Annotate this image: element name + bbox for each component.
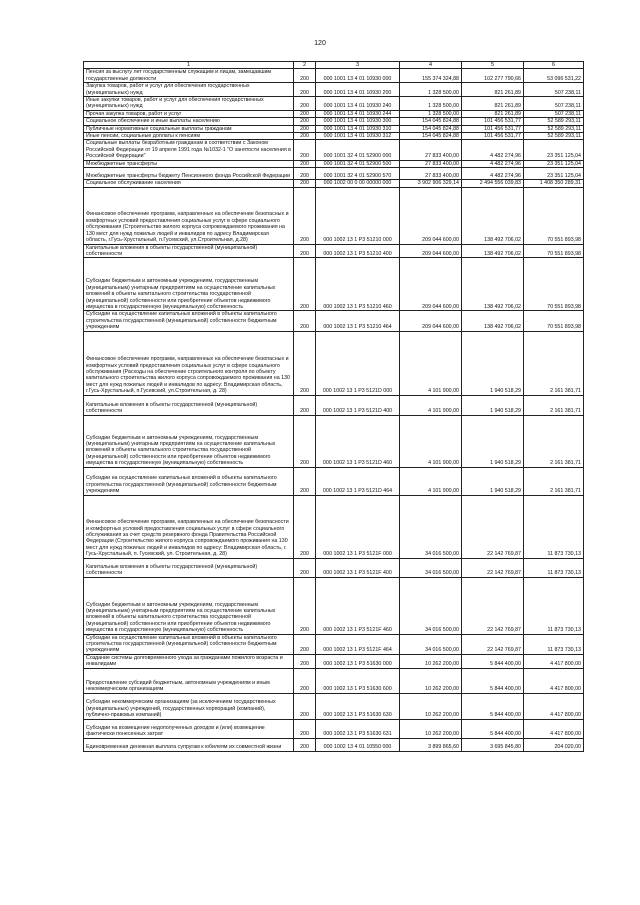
executed-amount-cell: 101 456 531,77 — [462, 118, 524, 125]
approved-amount-cell: 4 101 900,00 — [400, 331, 462, 395]
unexecuted-amount-cell: 70 551 893,98 — [524, 187, 584, 244]
table-row — [84, 654, 584, 668]
page-number: 120 — [314, 40, 326, 47]
approved-amount-cell: 1 328 500,00 — [400, 97, 462, 111]
row-name-cell: Субсидии бюджетным и автономным учреждениям, государственным (муниципальным) унитарным предприятиям на осуществление капитальных вложений в объекты капитального строительства государственной (муниципальной) собственности или приобретение объектов недвижимого имущества в государственную (муниципальную) собственность — [84, 577, 294, 634]
executed-amount-cell: 138 492 706,02 — [462, 187, 524, 244]
approved-amount-cell: 209 044 600,00 — [400, 244, 462, 258]
row-code-cell: 200 — [294, 668, 316, 693]
row-name-cell: Субсидии на осуществление капитальных вложений в объекты капитального строительства государственной (муниципальной) собственности бюджетным учреждениям — [84, 311, 294, 331]
row-name-cell: Закупка товаров, работ и услуг для обеспечения государственных (муниципальных) нужд — [84, 83, 294, 97]
unexecuted-amount-cell: 70 551 893,98 — [524, 258, 584, 311]
column-header: 1 — [84, 62, 294, 69]
row-kbk-cell: 000 1002 13 1 Р3 51210 400 — [316, 244, 400, 258]
row-name-cell: Капитальные вложения в объекты государственной (муниципальной) собственности — [84, 558, 294, 577]
approved-amount-cell: 4 101 900,00 — [400, 467, 462, 495]
row-kbk-cell: 000 1001 13 4 01 10930 000 — [316, 69, 400, 83]
column-header: 2 — [294, 62, 316, 69]
executed-amount-cell: 2 494 556 039,83 — [462, 180, 524, 187]
approved-amount-cell: 27 833 400,00 — [400, 140, 462, 160]
unexecuted-amount-cell: 2 161 381,71 — [524, 467, 584, 495]
table-row — [84, 258, 584, 311]
row-kbk-cell: 000 1002 13 1 Р3 5121D 400 — [316, 395, 400, 415]
row-code-cell: 200 — [294, 654, 316, 668]
approved-amount-cell: 1 328 500,00 — [400, 83, 462, 97]
unexecuted-amount-cell: 70 551 893,98 — [524, 244, 584, 258]
executed-amount-cell: 5 844 400,00 — [462, 668, 524, 693]
executed-amount-cell: 1 940 518,29 — [462, 415, 524, 467]
row-code-cell: 200 — [294, 577, 316, 634]
approved-amount-cell: 209 044 600,00 — [400, 258, 462, 311]
approved-amount-cell: 10 262 200,00 — [400, 668, 462, 693]
row-kbk-cell: 000 1002 13 1 Р3 5121F 460 — [316, 577, 400, 634]
row-name-cell: Межбюджетные трансферты — [84, 160, 294, 167]
executed-amount-cell: 22 142 769,87 — [462, 495, 524, 558]
executed-amount-cell: 138 492 706,02 — [462, 244, 524, 258]
unexecuted-amount-cell: 11 873 730,13 — [524, 495, 584, 558]
table-row — [84, 83, 584, 97]
unexecuted-amount-cell: 2 161 381,71 — [524, 395, 584, 415]
unexecuted-amount-cell: 52 589 293,11 — [524, 133, 584, 140]
approved-amount-cell: 10 262 200,00 — [400, 719, 462, 738]
row-kbk-cell: 000 1001 13 4 01 10930 312 — [316, 133, 400, 140]
table-row — [84, 495, 584, 558]
approved-amount-cell: 1 328 500,00 — [400, 110, 462, 117]
row-name-cell: Иные закупки товаров, работ и услуг для обеспечения государственных (муниципальных) нужд — [84, 97, 294, 111]
approved-amount-cell: 34 016 500,00 — [400, 634, 462, 654]
approved-amount-cell: 4 101 900,00 — [400, 415, 462, 467]
column-header: 5 — [462, 62, 524, 69]
table-row — [84, 668, 584, 693]
row-kbk-cell: 000 1002 13 1 Р3 5121F 464 — [316, 634, 400, 654]
row-name-cell: Финансовое обеспечение программ, направленных на обеспечение безопасных и комфортных условий предоставления социальных услуг в сфере социального обслуживания (Расходы на обеспечение строительного контроля по объекту капитального строительства жилого корпуса сопровождаемого проживания на 130 мест для нужд пожилых людей и инвалидов по адресу: Владимирская область, г.Гусь-Хрустальный, п.Гусевский, ул.Строительная, д. 28) — [84, 331, 294, 395]
row-code-cell: 200 — [294, 258, 316, 311]
executed-amount-cell: 5 844 400,00 — [462, 719, 524, 738]
row-code-cell: 200 — [294, 738, 316, 751]
unexecuted-amount-cell: 11 873 730,13 — [524, 558, 584, 577]
table-row — [84, 180, 584, 187]
row-code-cell: 200 — [294, 395, 316, 415]
row-kbk-cell: 000 1002 13 1 Р3 51630 630 — [316, 693, 400, 719]
row-name-cell: Субсидии бюджетным и автономным учреждениям, государственным (муниципальным) унитарным предприятиям на осуществление капитальных вложений в объекты капитального строительства государственной (муниципальной) собственности или приобретение объектов недвижимого имущества в государственную (муниципальную) собственность — [84, 258, 294, 311]
executed-amount-cell: 1 940 518,29 — [462, 395, 524, 415]
unexecuted-amount-cell: 4 417 800,00 — [524, 654, 584, 668]
table-row — [84, 577, 584, 634]
unexecuted-amount-cell: 52 589 293,11 — [524, 118, 584, 125]
row-name-cell: Прочая закупка товаров, работ и услуг — [84, 110, 294, 117]
row-kbk-cell: 000 1001 13 4 01 10930 200 — [316, 83, 400, 97]
executed-amount-cell: 821 261,89 — [462, 83, 524, 97]
row-kbk-cell: 000 1001 32 4 01 52900 500 — [316, 160, 400, 167]
table-row — [84, 133, 584, 140]
executed-amount-cell: 22 142 769,87 — [462, 634, 524, 654]
row-name-cell: Субсидии бюджетным и автономным учреждениям, государственным (муниципальным) унитарным предприятиям на осуществление капитальных вложений в объекты капитального строительства государственной (муниципальной) собственности или приобретение объектов недвижимого имущества в государственную (муниципальную) собственность — [84, 415, 294, 467]
row-code-cell: 200 — [294, 495, 316, 558]
row-code-cell: 200 — [294, 558, 316, 577]
table-row — [84, 693, 584, 719]
unexecuted-amount-cell: 4 417 800,00 — [524, 719, 584, 738]
row-name-cell: Финансовое обеспечение программ, направленных на обеспечение безопасности и комфортных условий предоставления социальных услуг в сфере социального обслуживания за счет средств резервного фонда Правительства Российской Федерации (Строительство жилого корпуса сопровождаемого проживания на 130 мест для нужд пожилых людей и инвалидов по адресу: Владимирская область, г. Гусь-Хрустальный, п. Гусевский, ул. Строительная, д. 28) — [84, 495, 294, 558]
row-code-cell: 200 — [294, 168, 316, 180]
unexecuted-amount-cell: 70 551 893,98 — [524, 311, 584, 331]
approved-amount-cell: 34 016 500,00 — [400, 495, 462, 558]
executed-amount-cell: 102 277 790,66 — [462, 69, 524, 83]
executed-amount-cell: 821 261,89 — [462, 97, 524, 111]
table-row — [84, 187, 584, 244]
executed-amount-cell: 5 844 400,00 — [462, 654, 524, 668]
row-kbk-cell: 000 1002 13 1 Р3 5121D 000 — [316, 331, 400, 395]
row-code-cell: 200 — [294, 83, 316, 97]
executed-amount-cell: 4 482 274,96 — [462, 140, 524, 160]
executed-amount-cell: 22 142 769,87 — [462, 577, 524, 634]
executed-amount-cell: 1 940 518,29 — [462, 331, 524, 395]
row-name-cell: Социальное обеспечение и иные выплаты населению — [84, 118, 294, 125]
row-kbk-cell: 000 1002 13 1 Р3 5121D 460 — [316, 415, 400, 467]
executed-amount-cell: 821 261,89 — [462, 110, 524, 117]
row-code-cell: 200 — [294, 125, 316, 132]
row-kbk-cell: 000 1002 13 1 Р3 51210 460 — [316, 258, 400, 311]
approved-amount-cell: 34 016 500,00 — [400, 558, 462, 577]
approved-amount-cell: 154 045 824,88 — [400, 133, 462, 140]
row-name-cell: Капитальные вложения в объекты государственной (муниципальной) собственности — [84, 244, 294, 258]
unexecuted-amount-cell: 4 417 800,00 — [524, 668, 584, 693]
row-code-cell: 200 — [294, 634, 316, 654]
unexecuted-amount-cell: 507 238,11 — [524, 110, 584, 117]
approved-amount-cell: 154 045 824,88 — [400, 125, 462, 132]
row-kbk-cell: 000 1001 32 4 01 52900 000 — [316, 140, 400, 160]
unexecuted-amount-cell: 2 161 381,71 — [524, 415, 584, 467]
approved-amount-cell: 34 016 500,00 — [400, 577, 462, 634]
row-kbk-cell: 000 1002 13 1 Р3 51630 631 — [316, 719, 400, 738]
unexecuted-amount-cell: 4 417 800,00 — [524, 693, 584, 719]
approved-amount-cell: 209 044 600,00 — [400, 311, 462, 331]
unexecuted-amount-cell: 53 096 531,22 — [524, 69, 584, 83]
row-code-cell: 200 — [294, 118, 316, 125]
table-row — [84, 110, 584, 117]
executed-amount-cell: 138 492 706,02 — [462, 311, 524, 331]
table-row — [84, 311, 584, 331]
executed-amount-cell: 4 482 274,96 — [462, 168, 524, 180]
executed-amount-cell: 101 456 531,77 — [462, 133, 524, 140]
row-name-cell: Межбюджетные трансферты бюджету Пенсионного фонда Российской Федерации — [84, 168, 294, 180]
table-row — [84, 168, 584, 180]
executed-amount-cell: 5 844 400,00 — [462, 693, 524, 719]
row-name-cell: Единовременная денежная выплата супругам к юбилеям их совместной жизни — [84, 738, 294, 751]
table-row — [84, 97, 584, 111]
table-row — [84, 140, 584, 160]
row-name-cell: Финансовое обеспечение программ, направленных на обеспечение безопасных и комфортных условий предоставления социальных услуг в сфере социального обслуживания (Строительство жилого корпуса сопровождаемого проживания на 130 мест для нужд пожилых людей и инвалидов по адресу Владимирская область, г.Гусь-Хрустальный, п.Гусевский, ул.Строительная, д.28) — [84, 187, 294, 244]
row-kbk-cell: 000 1002 13 1 Р3 51210 464 — [316, 311, 400, 331]
approved-amount-cell: 155 374 324,88 — [400, 69, 462, 83]
row-kbk-cell: 000 1001 13 4 01 10930 300 — [316, 118, 400, 125]
table-row — [84, 395, 584, 415]
row-name-cell: Публичные нормативные социальные выплаты гражданам — [84, 125, 294, 132]
row-name-cell: Капитальные вложения в объекты государственной (муниципальной) собственности — [84, 395, 294, 415]
approved-amount-cell: 154 045 824,88 — [400, 118, 462, 125]
row-kbk-cell: 000 1001 32 4 01 52900 570 — [316, 168, 400, 180]
unexecuted-amount-cell: 204 020,00 — [524, 738, 584, 751]
table-row — [84, 118, 584, 125]
budget-table — [83, 61, 584, 752]
approved-amount-cell: 10 262 200,00 — [400, 693, 462, 719]
row-kbk-cell: 000 1001 13 4 01 10930 240 — [316, 97, 400, 111]
row-code-cell: 200 — [294, 140, 316, 160]
column-header: 4 — [400, 62, 462, 69]
row-name-cell: Субсидии некоммерческим организациям (за исключением государственных (муниципальных) учреждений, государственных корпораций (компаний), публично-правовых компаний) — [84, 693, 294, 719]
row-kbk-cell: 000 1002 13 4 01 10550 000 — [316, 738, 400, 751]
table-row — [84, 244, 584, 258]
unexecuted-amount-cell: 507 238,11 — [524, 83, 584, 97]
table-row — [84, 160, 584, 167]
executed-amount-cell: 1 940 518,29 — [462, 467, 524, 495]
row-name-cell: Социальное обслуживание населения — [84, 180, 294, 187]
approved-amount-cell: 3 902 906 329,14 — [400, 180, 462, 187]
row-code-cell: 200 — [294, 331, 316, 395]
column-header: 3 — [316, 62, 400, 69]
table-row — [84, 634, 584, 654]
column-header: 6 — [524, 62, 584, 69]
table-row — [84, 719, 584, 738]
row-kbk-cell: 000 1002 13 1 Р3 5121F 000 — [316, 495, 400, 558]
unexecuted-amount-cell: 52 589 293,11 — [524, 125, 584, 132]
approved-amount-cell: 10 262 200,00 — [400, 654, 462, 668]
row-kbk-cell: 000 1002 13 1 Р3 5121F 400 — [316, 558, 400, 577]
unexecuted-amount-cell: 2 161 381,71 — [524, 331, 584, 395]
row-name-cell: Иные пенсии, социальные доплаты к пенсиям — [84, 133, 294, 140]
unexecuted-amount-cell: 1 408 350 289,31 — [524, 180, 584, 187]
executed-amount-cell: 138 492 706,02 — [462, 258, 524, 311]
row-code-cell: 200 — [294, 719, 316, 738]
table-row — [84, 415, 584, 467]
unexecuted-amount-cell: 11 873 730,13 — [524, 577, 584, 634]
approved-amount-cell: 209 044 600,00 — [400, 187, 462, 244]
table-row — [84, 738, 584, 751]
executed-amount-cell: 22 142 769,87 — [462, 558, 524, 577]
table-row — [84, 125, 584, 132]
executed-amount-cell: 101 456 531,77 — [462, 125, 524, 132]
unexecuted-amount-cell: 23 351 125,04 — [524, 168, 584, 180]
row-code-cell: 200 — [294, 97, 316, 111]
executed-amount-cell: 3 695 845,80 — [462, 738, 524, 751]
row-kbk-cell: 000 1002 13 1 Р3 51210 000 — [316, 187, 400, 244]
row-kbk-cell: 000 1002 13 1 Р3 51630 000 — [316, 654, 400, 668]
approved-amount-cell: 4 101 900,00 — [400, 395, 462, 415]
unexecuted-amount-cell: 23 351 125,04 — [524, 160, 584, 167]
row-name-cell: Субсидии на возмещение недополученных доходов и (или) возмещение фактически понесенных затрат — [84, 719, 294, 738]
table-row — [84, 331, 584, 395]
row-code-cell: 200 — [294, 244, 316, 258]
approved-amount-cell: 3 899 865,60 — [400, 738, 462, 751]
row-kbk-cell: 000 1002 00 0 00 00000 000 — [316, 180, 400, 187]
row-code-cell: 200 — [294, 311, 316, 331]
row-kbk-cell: 000 1001 13 4 01 10930 310 — [316, 125, 400, 132]
row-kbk-cell: 000 1002 13 1 Р3 5121D 464 — [316, 467, 400, 495]
unexecuted-amount-cell: 507 238,11 — [524, 97, 584, 111]
table-row — [84, 467, 584, 495]
row-kbk-cell: 000 1001 13 4 01 10930 244 — [316, 110, 400, 117]
row-name-cell: Предоставление субсидий бюджетным, автономным учреждениям и иным некоммерческим организациям — [84, 668, 294, 693]
row-code-cell: 200 — [294, 69, 316, 83]
table-row — [84, 558, 584, 577]
unexecuted-amount-cell: 23 351 125,04 — [524, 140, 584, 160]
table-header-row — [84, 62, 584, 69]
approved-amount-cell: 27 833 400,00 — [400, 160, 462, 167]
approved-amount-cell: 27 833 400,00 — [400, 168, 462, 180]
row-name-cell: Создание системы долговременного ухода за гражданами пожилого возраста и инвалидами — [84, 654, 294, 668]
row-code-cell: 200 — [294, 693, 316, 719]
row-name-cell: Социальные выплаты безработным гражданам в соответствии с Законом Российской Федерации от 19 апреля 1991 года №1032-1 "О занятости населения в Российской Федерации" — [84, 140, 294, 160]
row-code-cell: 200 — [294, 187, 316, 244]
executed-amount-cell: 4 482 274,96 — [462, 160, 524, 167]
row-name-cell: Субсидии на осуществление капитальных вложений в объекты капитального строительства государственной (муниципальной) собственности бюджетным учреждениям — [84, 467, 294, 495]
table-row — [84, 69, 584, 83]
row-code-cell: 200 — [294, 415, 316, 467]
row-code-cell: 200 — [294, 133, 316, 140]
row-name-cell: Субсидии на осуществление капитальных вложений в объекты капитального строительства государственной (муниципальной) собственности бюджетным учреждениям — [84, 634, 294, 654]
unexecuted-amount-cell: 11 873 730,13 — [524, 634, 584, 654]
row-code-cell: 200 — [294, 467, 316, 495]
row-code-cell: 200 — [294, 180, 316, 187]
row-kbk-cell: 000 1002 13 1 Р3 51630 600 — [316, 668, 400, 693]
row-code-cell: 200 — [294, 160, 316, 167]
row-code-cell: 200 — [294, 110, 316, 117]
row-name-cell: Пенсия за выслугу лет государственным служащим и лицам, замещавшим государственные должности — [84, 69, 294, 83]
